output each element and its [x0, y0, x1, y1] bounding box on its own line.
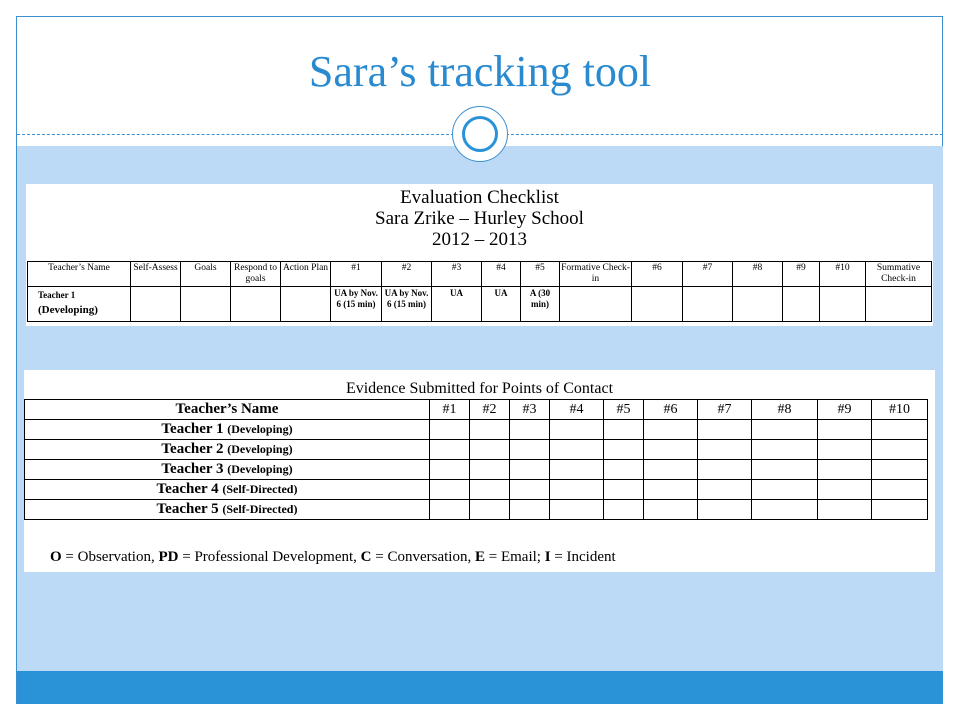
- evidence-teacher-status: (Self-Directed): [222, 482, 298, 496]
- evidence-teacher-status: (Developing): [227, 422, 293, 436]
- evidence-column-header: #2: [470, 400, 510, 420]
- eval-column-header: Respond to goals: [231, 262, 281, 287]
- evidence-cell: [510, 460, 550, 480]
- evidence-cell: [752, 460, 818, 480]
- eval-column-header: #6: [632, 262, 683, 287]
- eval-heading-line: Evaluation Checklist: [400, 187, 559, 208]
- evidence-cell: [698, 440, 752, 460]
- legend-desc: Observation: [77, 549, 151, 565]
- evidence-cell: [818, 420, 872, 440]
- evidence-teacher-status: (Self-Directed): [222, 502, 298, 516]
- eval-cell: [231, 287, 281, 322]
- table-row: [25, 440, 928, 460]
- evidence-cell: [510, 480, 550, 500]
- eval-header-row: [28, 262, 932, 287]
- eval-column-header: Summative Check-in: [866, 262, 932, 287]
- eval-cell: A (30 min): [521, 287, 560, 322]
- evidence-cell: [698, 420, 752, 440]
- table-row: [25, 480, 928, 500]
- eval-cell: [181, 287, 231, 322]
- eval-teacher-status: (Developing): [38, 304, 98, 316]
- evidence-cell: [604, 500, 644, 520]
- evidence-cell: [550, 420, 604, 440]
- eval-column-header: #10: [820, 262, 866, 287]
- evidence-heading: Evidence Submitted for Points of Contact: [345, 380, 614, 397]
- eval-column-header: #9: [783, 262, 820, 287]
- evidence-teacher-name: Teacher 1: [161, 421, 224, 437]
- legend-key: I: [544, 549, 551, 565]
- eval-table: [27, 261, 932, 322]
- evidence-cell: [470, 500, 510, 520]
- evidence-cell: [644, 500, 698, 520]
- evidence-column-header: #5: [604, 400, 644, 420]
- evidence-teacher-status: (Developing): [227, 442, 293, 456]
- eval-cell: UA: [432, 287, 482, 322]
- eval-cell: [683, 287, 733, 322]
- evidence-column-header: #6: [644, 400, 698, 420]
- eval-column-header: #3: [432, 262, 482, 287]
- evidence-cell: [604, 420, 644, 440]
- evidence-column-header: #1: [430, 400, 470, 420]
- evidence-teacher-cell: [25, 500, 430, 520]
- eval-column-header: #1: [331, 262, 382, 287]
- evidence-column-header: #7: [698, 400, 752, 420]
- evidence-column-header: #10: [872, 400, 928, 420]
- evidence-cell: [604, 480, 644, 500]
- evidence-name-header: Teacher’s Name: [25, 400, 430, 420]
- circle-ornament-icon: [452, 106, 508, 162]
- evidence-teacher-status: (Developing): [227, 462, 293, 476]
- evidence-cell: [644, 480, 698, 500]
- eval-column-header: #4: [482, 262, 521, 287]
- evidence-cell: [752, 500, 818, 520]
- evidence-cell: [550, 480, 604, 500]
- legend-key: PD: [158, 549, 179, 565]
- evidence-cell: [550, 440, 604, 460]
- evidence-cell: [644, 420, 698, 440]
- eval-cell: [733, 287, 783, 322]
- evidence-cell: [698, 460, 752, 480]
- evidence-cell: [550, 500, 604, 520]
- evidence-cell: [872, 460, 928, 480]
- evidence-cell: [872, 420, 928, 440]
- eval-cell: UA by Nov. 6 (15 min): [331, 287, 382, 322]
- eval-cell: [632, 287, 683, 322]
- eval-teacher-name: Teacher 1: [38, 290, 76, 300]
- evidence-header-row: [25, 400, 928, 420]
- evidence-cell: [872, 500, 928, 520]
- evidence-cell: [430, 480, 470, 500]
- table-row: [25, 420, 928, 440]
- evidence-cell: [510, 500, 550, 520]
- eval-teacher-cell: [28, 287, 131, 322]
- legend-desc: Conversation: [387, 549, 468, 565]
- evidence-column-header: #9: [818, 400, 872, 420]
- footer-bar: [17, 671, 943, 704]
- slide-title: Sara’s tracking tool: [308, 47, 652, 96]
- circle-ornament-inner: [462, 116, 498, 152]
- eval-column-header: Action Plan: [281, 262, 331, 287]
- evidence-panel: [24, 370, 935, 572]
- eval-column-header: #2: [382, 262, 432, 287]
- eval-cell: [281, 287, 331, 322]
- evidence-cell: [818, 440, 872, 460]
- evidence-cell: [752, 440, 818, 460]
- evidence-cell: [430, 500, 470, 520]
- evidence-column-header: #3: [510, 400, 550, 420]
- evidence-teacher-cell: [25, 480, 430, 500]
- eval-heading-line: 2012 – 2013: [432, 229, 527, 250]
- evidence-cell: [430, 440, 470, 460]
- evidence-teacher-name: Teacher 2: [161, 441, 224, 457]
- eval-cell: [820, 287, 866, 322]
- evidence-cell: [818, 480, 872, 500]
- evidence-teacher-cell: [25, 440, 430, 460]
- evidence-cell: [470, 480, 510, 500]
- evidence-cell: [430, 420, 470, 440]
- evidence-teacher-cell: [25, 420, 430, 440]
- table-row: [25, 500, 928, 520]
- evidence-cell: [872, 440, 928, 460]
- evidence-teacher-cell: [25, 460, 430, 480]
- legend-desc: Incident: [566, 549, 616, 565]
- eval-column-header: #5: [521, 262, 560, 287]
- eval-cell: [131, 287, 181, 322]
- legend-desc: Email: [500, 549, 537, 565]
- eval-column-header: #7: [683, 262, 733, 287]
- eval-heading: [26, 184, 933, 250]
- evidence-cell: [818, 500, 872, 520]
- evidence-cell: [644, 460, 698, 480]
- evaluation-checklist: [26, 184, 933, 326]
- evidence-column-header: #8: [752, 400, 818, 420]
- evidence-cell: [698, 500, 752, 520]
- eval-cell: UA: [482, 287, 521, 322]
- table-row: [25, 460, 928, 480]
- eval-cell: [560, 287, 632, 322]
- evidence-cell: [510, 440, 550, 460]
- legend-key: O: [50, 549, 62, 565]
- legend-key: E: [474, 549, 485, 565]
- eval-heading-line: Sara Zrike – Hurley School: [375, 208, 584, 229]
- eval-cell: UA by Nov. 6 (15 min): [382, 287, 432, 322]
- evidence-cell: [430, 460, 470, 480]
- evidence-cell: [470, 440, 510, 460]
- evidence-cell: [550, 460, 604, 480]
- evidence-legend: O = Observation, PD = Professional Development, C = Conversation, E = Email; I = Incident: [50, 549, 616, 565]
- eval-column-header: Self-Assess: [131, 262, 181, 287]
- evidence-cell: [872, 480, 928, 500]
- evidence-cell: [604, 440, 644, 460]
- evidence-cell: [752, 420, 818, 440]
- eval-data-row: [28, 287, 932, 322]
- evidence-teacher-name: Teacher 4: [156, 481, 219, 497]
- eval-cell: [866, 287, 932, 322]
- evidence-teacher-name: Teacher 3: [161, 461, 224, 477]
- evidence-cell: [818, 460, 872, 480]
- evidence-cell: [510, 420, 550, 440]
- evidence-cell: [698, 480, 752, 500]
- evidence-teacher-name: Teacher 5: [156, 501, 219, 517]
- eval-cell: [783, 287, 820, 322]
- eval-column-header: Formative Check-in: [560, 262, 632, 287]
- evidence-cell: [752, 480, 818, 500]
- eval-column-header: #8: [733, 262, 783, 287]
- evidence-cell: [470, 420, 510, 440]
- eval-column-header: Goals: [181, 262, 231, 287]
- evidence-cell: [470, 460, 510, 480]
- evidence-cell: [604, 460, 644, 480]
- evidence-cell: [644, 440, 698, 460]
- legend-desc: Professional Development: [194, 549, 354, 565]
- evidence-table: [24, 399, 928, 520]
- legend-key: C: [360, 549, 372, 565]
- evidence-column-header: #4: [550, 400, 604, 420]
- eval-column-header: Teacher’s Name: [28, 262, 131, 287]
